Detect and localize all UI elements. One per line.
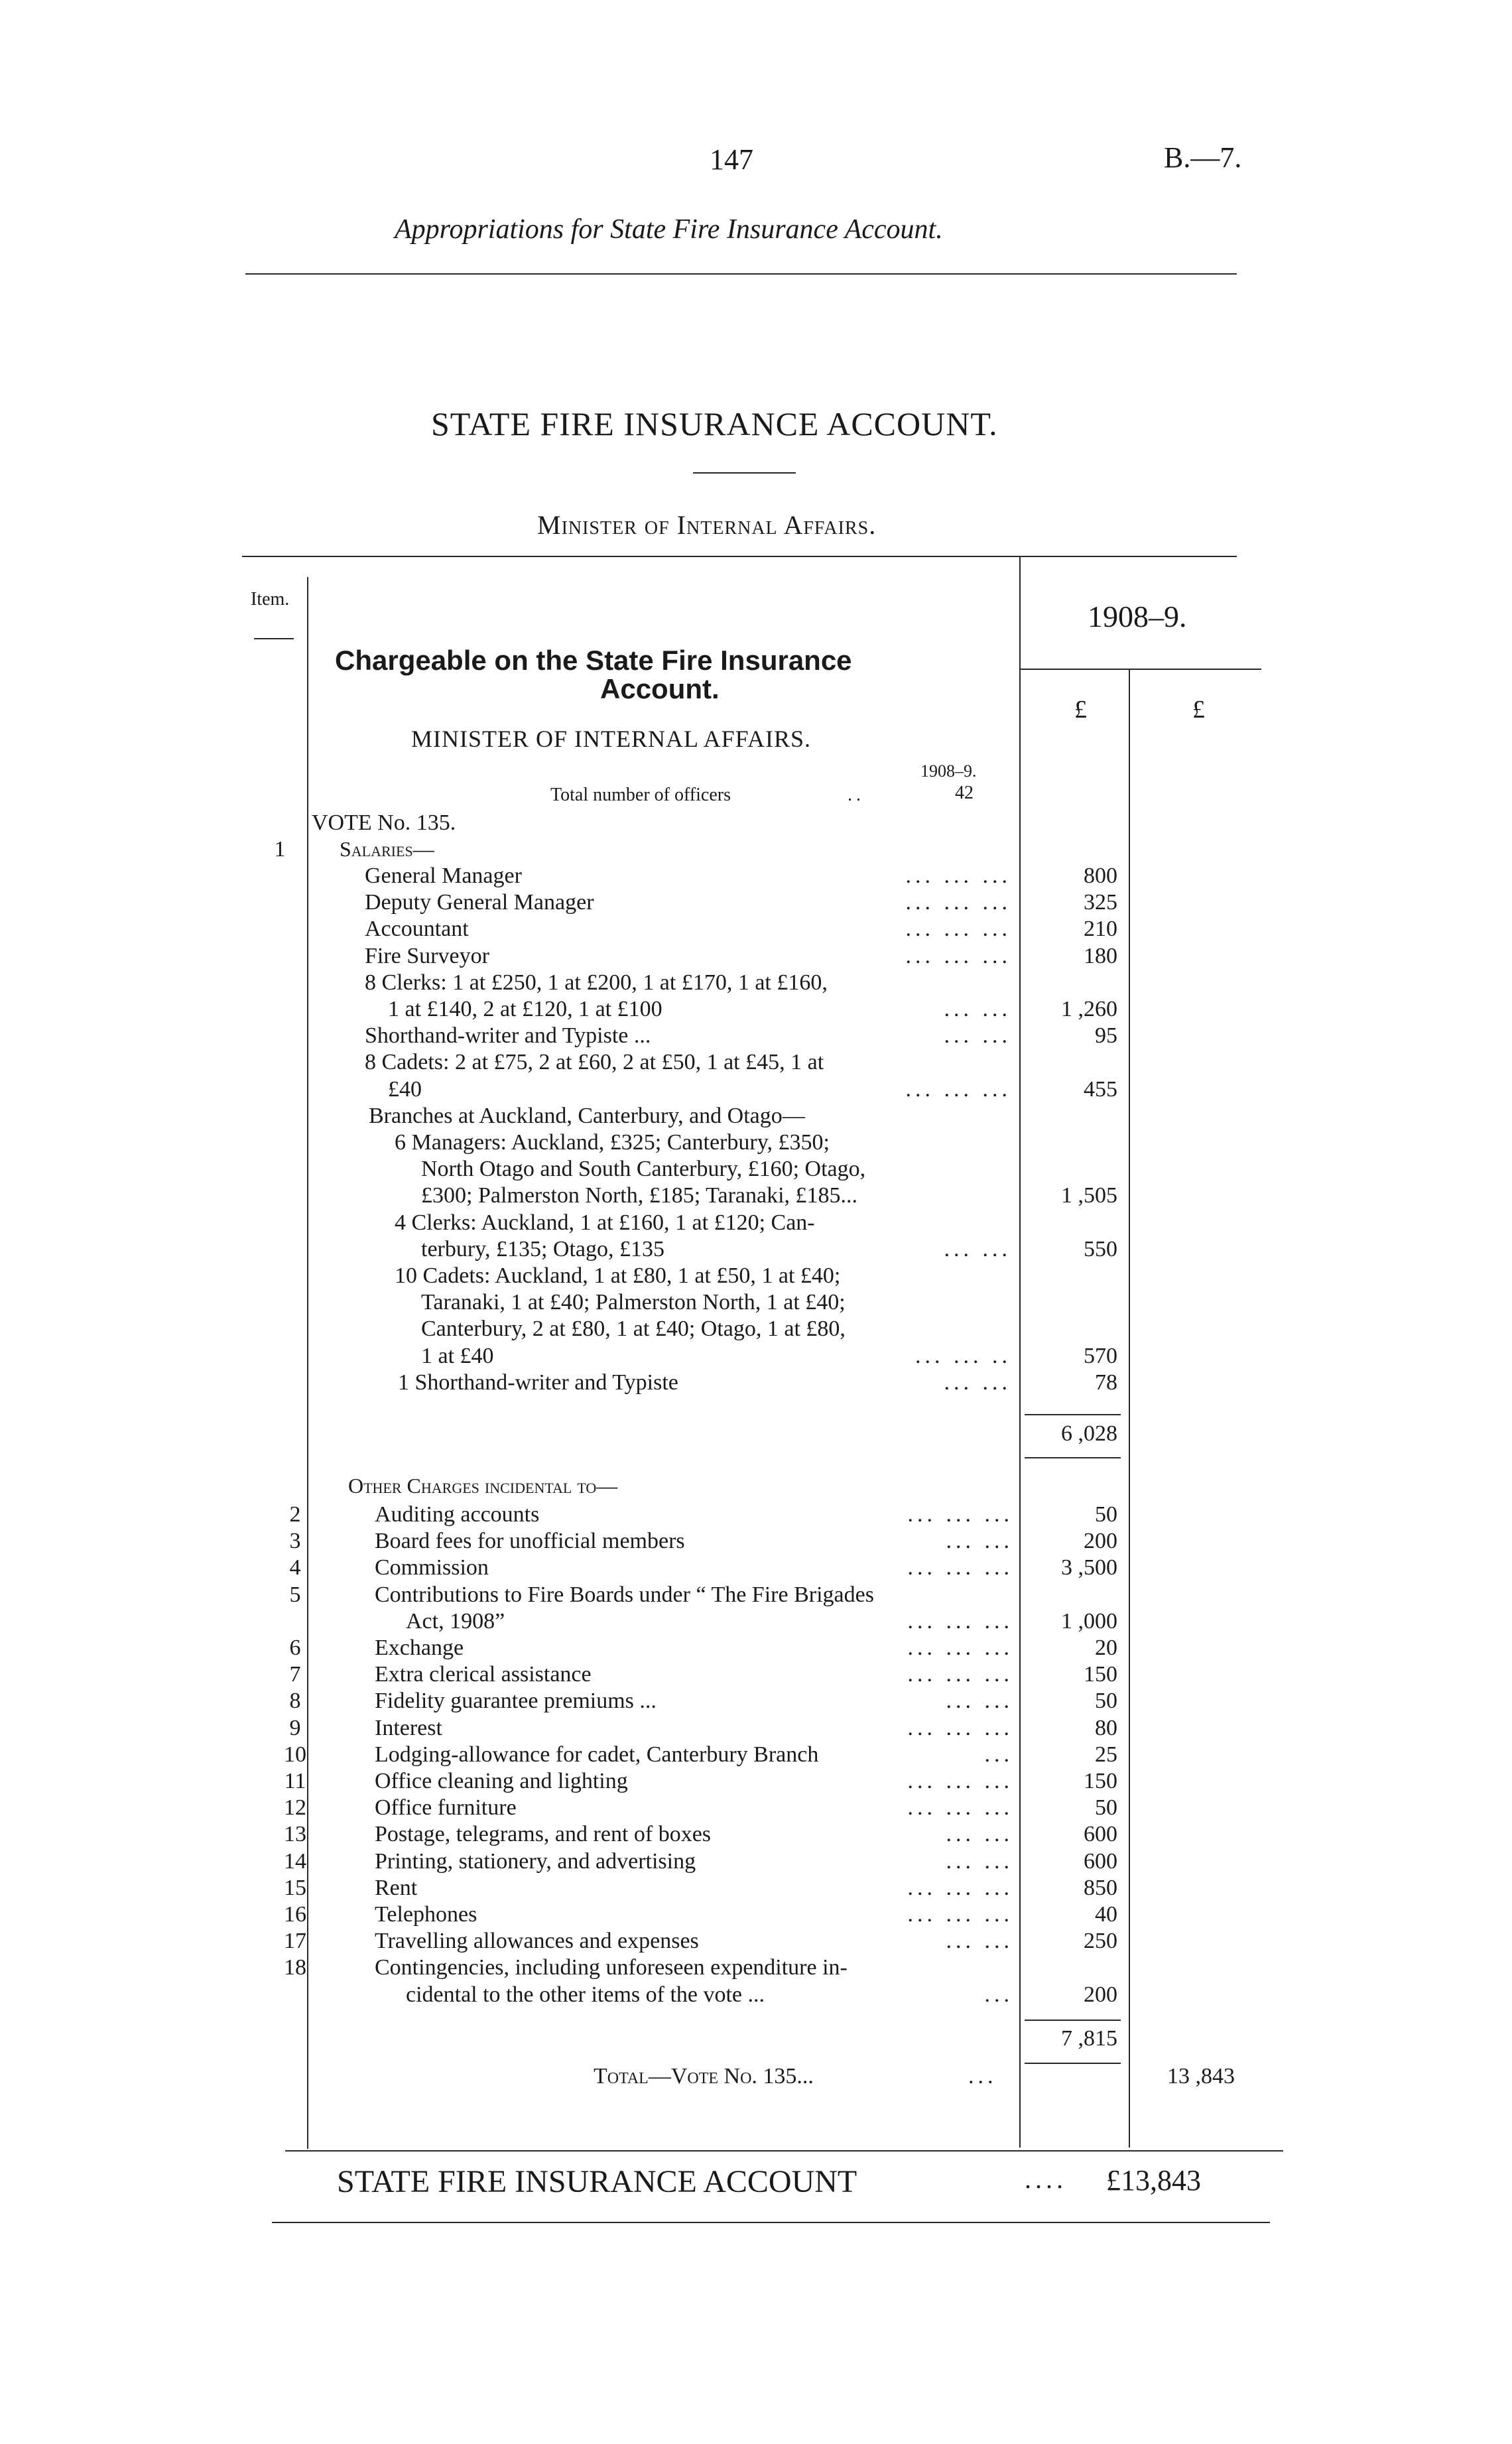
other-charges-total: 7 ,815 <box>1061 2026 1117 2051</box>
other-charge-dots: ... ... ... <box>907 1716 1013 1740</box>
footer-dots: .... <box>1025 2164 1067 2194</box>
chargeable-heading-line2: Account. <box>600 673 720 704</box>
other-charge-dots: ... ... <box>946 1529 1013 1553</box>
document-reference: B.—7. <box>1164 141 1242 174</box>
salary-line-amount: 550 <box>1084 1237 1117 1261</box>
salary-line-amount: 455 <box>1084 1077 1117 1102</box>
salary-line-text: 8 Clerks: 1 at £250, 1 at £200, 1 at £170, 1 at £160, <box>365 970 828 995</box>
footer-amount: £13,843 <box>1106 2164 1201 2197</box>
other-charge-dots: ... ... ... <box>907 1636 1013 1660</box>
other-charge-text: Rent <box>375 1876 418 1900</box>
salary-line-text: North Otago and South Canterbury, £160; Otago, <box>421 1157 866 1181</box>
other-charge-item-number: 6 <box>289 1636 301 1660</box>
other-charge-item-number: 14 <box>284 1849 306 1874</box>
other-charge-amount: 600 <box>1084 1849 1117 1874</box>
other-charge-item-number: 4 <box>289 1555 301 1580</box>
other-charge-amount: 20 <box>1095 1636 1117 1660</box>
other-charge-text: Telephones <box>375 1902 477 1927</box>
other-charge-amount: 150 <box>1084 1769 1117 1793</box>
other-charge-item-number: 13 <box>284 1822 306 1846</box>
salaries-subtotal-rule <box>1025 1414 1121 1415</box>
salaries-total: 6 ,028 <box>1061 1421 1117 1446</box>
other-charge-amount: 150 <box>1084 1662 1117 1687</box>
salary-line-text: 1 Shorthand-writer and Typiste <box>398 1370 678 1395</box>
other-charge-dots: ... ... <box>946 1689 1013 1713</box>
salary-line-dots: ... ... ... <box>905 890 1011 915</box>
salary-line-amount: 78 <box>1095 1370 1117 1395</box>
other-charge-amount: 50 <box>1095 1502 1117 1527</box>
salary-line-amount: 180 <box>1084 944 1117 968</box>
other-charge-dots: ... ... ... <box>907 1795 1013 1820</box>
other-charge-text: Commission <box>375 1555 489 1580</box>
other-charge-text: Office furniture <box>375 1795 517 1820</box>
other-charge-dots: ... ... ... <box>907 1502 1013 1527</box>
other-charge-amount: 600 <box>1084 1822 1117 1846</box>
salaries-total-rule <box>1025 1457 1121 1458</box>
pound-column-a-header: £ <box>1074 696 1087 724</box>
other-charge-amount: 1 ,000 <box>1061 1609 1117 1634</box>
other-charge-dots: ... ... ... <box>907 1769 1013 1793</box>
year-column-header: 1908–9. <box>1088 600 1187 633</box>
salary-line-dots: ... ... ... <box>905 1077 1011 1102</box>
other-charges-heading: Other Charges incidental to— <box>348 1474 618 1498</box>
other-charge-amount: 250 <box>1084 1929 1117 1953</box>
other-charge-item-number: 15 <box>284 1876 306 1900</box>
table-top-rule <box>242 556 1237 557</box>
amount-column-rule <box>1129 670 1130 2148</box>
other-charge-dots: ... ... ... <box>907 1876 1013 1900</box>
other-charge-amount: 40 <box>1095 1902 1117 1927</box>
other-charge-text: Extra clerical assistance <box>375 1662 592 1687</box>
other-charge-item-number: 5 <box>289 1582 301 1607</box>
salary-line-text: 1 at £140, 2 at £120, 1 at £100 <box>388 997 662 1021</box>
footer-top-rule <box>285 2150 1283 2152</box>
salary-line-dots: ... ... <box>944 1023 1011 1048</box>
salary-line-text: General Manager <box>365 864 522 888</box>
salary-line-dots: ... ... <box>944 1237 1011 1261</box>
other-charge-amount: 3 ,500 <box>1061 1555 1117 1580</box>
other-charge-item-number: 11 <box>284 1769 306 1793</box>
other-charge-amount: 50 <box>1095 1795 1117 1820</box>
salary-line-dots: ... ... ... <box>905 944 1011 968</box>
other-charge-text: Lodging-allowance for cadet, Canterbury Branch <box>375 1742 819 1767</box>
other-total-rule <box>1025 2063 1121 2064</box>
salary-line-text: Taranaki, 1 at £40; Palmerston North, 1 at £40; <box>421 1290 846 1315</box>
other-charge-amount: 850 <box>1084 1876 1117 1900</box>
other-charge-text: Exchange <box>375 1636 464 1660</box>
other-charge-dots: ... ... ... <box>907 1609 1013 1634</box>
salary-line-text: Deputy General Manager <box>365 890 594 915</box>
other-charge-item-number: 10 <box>284 1742 306 1767</box>
running-title: Appropriations for State Fire Insurance Account. <box>395 214 943 245</box>
other-charge-dots: ... <box>984 1982 1013 2007</box>
salary-line-text: £300; Palmerston North, £185; Taranaki, £185... <box>421 1183 858 1208</box>
salary-line-amount: 1 ,505 <box>1061 1183 1117 1208</box>
salary-line-amount: 1 ,260 <box>1061 997 1117 1021</box>
officers-year: 1908–9. <box>920 761 977 781</box>
other-charge-text: Postage, telegrams, and rent of boxes <box>375 1822 712 1846</box>
salary-line-amount: 325 <box>1084 890 1117 915</box>
footer-label: STATE FIRE INSURANCE ACCOUNT <box>337 2164 857 2199</box>
other-charge-item-number: 8 <box>289 1689 301 1713</box>
pound-column-b-header: £ <box>1192 696 1205 724</box>
other-charge-item-number: 16 <box>284 1902 306 1927</box>
other-charge-text: Office cleaning and lighting <box>375 1769 628 1793</box>
vote-number: VOTE No. 135. <box>312 810 456 835</box>
salary-line-text: Accountant <box>365 917 469 941</box>
other-charge-dots: ... ... <box>946 1849 1013 1874</box>
other-charge-text: Fidelity guarantee premiums ... <box>375 1689 657 1713</box>
other-charge-text: Act, 1908” <box>406 1609 505 1634</box>
other-charge-item-number: 3 <box>289 1529 301 1553</box>
salary-line-text: £40 <box>388 1077 422 1102</box>
other-charge-item-number: 12 <box>284 1795 306 1820</box>
salary-line-dots: ... ... ... <box>905 917 1011 941</box>
other-charge-amount: 200 <box>1084 1529 1117 1553</box>
salary-line-amount: 210 <box>1084 917 1117 941</box>
other-charge-dots: ... ... <box>946 1929 1013 1953</box>
salary-line-amount: 95 <box>1095 1023 1117 1048</box>
other-charge-text: Contributions to Fire Boards under “ The Fire Brigades <box>375 1582 874 1607</box>
salary-line-text: 4 Clerks: Auckland, 1 at £160, 1 at £120; Can- <box>395 1210 815 1235</box>
sub-minister-heading: MINISTER OF INTERNAL AFFAIRS. <box>411 726 812 752</box>
minister-heading: Minister of Internal Affairs. <box>537 510 877 540</box>
salary-line-dots: ... ... .. <box>915 1344 1011 1368</box>
vote-total-dots: ... <box>968 2064 997 2089</box>
salary-line-text: Branches at Auckland, Canterbury, and Otago— <box>369 1104 805 1128</box>
title-rule <box>693 472 796 474</box>
other-charge-item-number: 9 <box>289 1716 301 1740</box>
other-charge-amount: 80 <box>1095 1716 1117 1740</box>
salaries-heading: Salaries— <box>340 837 434 861</box>
salary-line-dots: ... ... <box>944 1370 1011 1395</box>
other-charge-dots: ... ... ... <box>907 1902 1013 1927</box>
year-header-rule <box>1019 669 1261 670</box>
salary-line-text: 1 at £40 <box>421 1344 494 1368</box>
officers-count: 42 <box>955 783 974 803</box>
other-charge-amount: 50 <box>1095 1689 1117 1713</box>
other-charge-item-number: 7 <box>289 1662 301 1687</box>
other-charge-dots: ... <box>984 1742 1013 1767</box>
header-rule <box>245 273 1237 275</box>
other-charge-text: Auditing accounts <box>375 1502 540 1527</box>
other-charge-dots: ... ... ... <box>907 1662 1013 1687</box>
salary-line-text: Fire Surveyor <box>365 944 489 968</box>
vote-total-amount: 13 ,843 <box>1167 2064 1235 2089</box>
other-charge-amount: 25 <box>1095 1742 1117 1767</box>
other-charge-amount: 200 <box>1084 1982 1117 2007</box>
page-number: 147 <box>710 143 753 176</box>
vote-total-label: Total—Vote No. 135... <box>594 2064 814 2089</box>
other-charge-text: Printing, stationery, and advertising <box>375 1849 696 1874</box>
salary-line-text: 6 Managers: Auckland, £325; Canterbury, £350; <box>395 1130 830 1155</box>
salary-line-amount: 570 <box>1084 1344 1117 1368</box>
other-charge-item-number: 2 <box>289 1502 301 1527</box>
salaries-item-number: 1 <box>274 837 286 862</box>
other-charge-text: Interest <box>375 1716 442 1740</box>
other-charge-text: Board fees for unofficial members <box>375 1529 685 1553</box>
salary-line-text: Shorthand-writer and Typiste ... <box>365 1023 651 1048</box>
officers-label: Total number of officers <box>550 785 731 805</box>
salary-line-text: 8 Cadets: 2 at £75, 2 at £60, 2 at £50, 1 at £45, 1 at <box>365 1050 824 1074</box>
other-charge-text: cidental to the other items of the vote ... <box>406 1982 765 2007</box>
item-column-header: Item. <box>251 589 290 610</box>
page-title: STATE FIRE INSURANCE ACCOUNT. <box>431 405 998 442</box>
other-charge-item-number: 17 <box>284 1929 306 1953</box>
other-charge-dots: ... ... <box>946 1822 1013 1846</box>
salary-line-dots: ... ... ... <box>905 864 1011 888</box>
other-charge-text: Contingencies, including unforeseen expenditure in- <box>375 1955 848 1980</box>
salary-line-amount: 800 <box>1084 864 1117 888</box>
salary-line-dots: ... ... <box>944 997 1011 1021</box>
salary-line-text: terbury, £135; Otago, £135 <box>421 1237 665 1261</box>
item-header-rule <box>254 638 294 639</box>
description-column-rule <box>1019 556 1021 2148</box>
footer-bottom-rule <box>272 2222 1270 2223</box>
chargeable-heading-line1: Chargeable on the State Fire Insurance <box>335 645 852 676</box>
other-subtotal-rule <box>1025 2020 1121 2021</box>
other-charge-item-number: 18 <box>284 1955 306 1980</box>
salary-line-text: 10 Cadets: Auckland, 1 at £80, 1 at £50, 1 at £40; <box>395 1263 841 1288</box>
other-charge-dots: ... ... ... <box>907 1555 1013 1580</box>
other-charge-text: Travelling allowances and expenses <box>375 1929 699 1953</box>
officers-dots: .. <box>848 785 865 805</box>
salary-line-text: Canterbury, 2 at £80, 1 at £40; Otago, 1 at £80, <box>421 1317 846 1341</box>
